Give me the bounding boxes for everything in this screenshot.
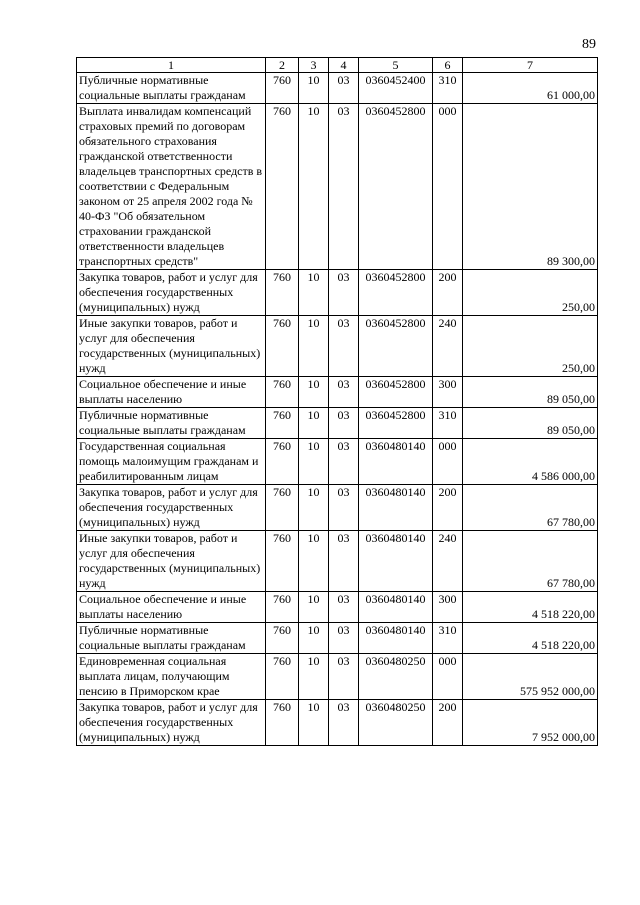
column-header: 3 bbox=[299, 58, 329, 73]
column-header: 6 bbox=[433, 58, 463, 73]
page-number: 89 bbox=[582, 37, 596, 52]
amount: 89 050,00 bbox=[463, 377, 598, 408]
ministry-code: 760 bbox=[266, 654, 299, 700]
column-header: 2 bbox=[266, 58, 299, 73]
column-header: 7 bbox=[463, 58, 598, 73]
ministry-code: 760 bbox=[266, 316, 299, 377]
table-row bbox=[77, 439, 598, 485]
section-code: 10 bbox=[299, 377, 329, 408]
subsection-code: 03 bbox=[329, 270, 359, 316]
subsection-code: 03 bbox=[329, 700, 359, 746]
column-header: 1 bbox=[77, 58, 266, 73]
target-article-code: 0360480140 bbox=[359, 531, 433, 592]
subsection-code: 03 bbox=[329, 485, 359, 531]
target-article-code: 0360480250 bbox=[359, 700, 433, 746]
target-article-code: 0360480250 bbox=[359, 654, 433, 700]
amount: 575 952 000,00 bbox=[463, 654, 598, 700]
amount: 4 518 220,00 bbox=[463, 623, 598, 654]
section-code: 10 bbox=[299, 316, 329, 377]
amount: 67 780,00 bbox=[463, 531, 598, 592]
target-article-code: 0360452800 bbox=[359, 270, 433, 316]
subsection-code: 03 bbox=[329, 104, 359, 270]
ministry-code: 760 bbox=[266, 623, 299, 654]
table-row bbox=[77, 623, 598, 654]
ministry-code: 760 bbox=[266, 439, 299, 485]
item-name: Публичные нормативные социальные выплаты гражданам bbox=[77, 623, 266, 654]
expense-type-code: 000 bbox=[433, 439, 463, 485]
target-article-code: 0360480140 bbox=[359, 439, 433, 485]
target-article-code: 0360480140 bbox=[359, 592, 433, 623]
subsection-code: 03 bbox=[329, 654, 359, 700]
section-code: 10 bbox=[299, 531, 329, 592]
item-name: Единовременная социальная выплата лицам, получающим пенсию в Приморском крае bbox=[77, 654, 266, 700]
target-article-code: 0360452800 bbox=[359, 408, 433, 439]
item-name: Закупка товаров, работ и услуг для обеспечения государственных (муниципальных) нужд bbox=[77, 270, 266, 316]
section-code: 10 bbox=[299, 439, 329, 485]
item-name: Выплата инвалидам компенсаций страховых премий по договорам обязательного страхования гражданской ответственности владельцев транспортных средств в соответствии с Федеральным законом от 25 апреля 2002 года № 40-ФЗ "Об обязательном страховании гражданской ответственности владельцев транспортных средств" bbox=[77, 104, 266, 270]
header-row bbox=[77, 58, 598, 73]
subsection-code: 03 bbox=[329, 408, 359, 439]
expense-type-code: 310 bbox=[433, 408, 463, 439]
expense-type-code: 200 bbox=[433, 270, 463, 316]
expense-type-code: 300 bbox=[433, 377, 463, 408]
amount: 7 952 000,00 bbox=[463, 700, 598, 746]
table-row bbox=[77, 270, 598, 316]
target-article-code: 0360452400 bbox=[359, 73, 433, 104]
item-name: Иные закупки товаров, работ и услуг для обеспечения государственных (муниципальных) нужд bbox=[77, 531, 266, 592]
item-name: Государственная социальная помощь малоимущим гражданам и реабилитированным лицам bbox=[77, 439, 266, 485]
column-header: 4 bbox=[329, 58, 359, 73]
target-article-code: 0360452800 bbox=[359, 104, 433, 270]
expense-type-code: 240 bbox=[433, 531, 463, 592]
ministry-code: 760 bbox=[266, 377, 299, 408]
item-name: Социальное обеспечение и иные выплаты населению bbox=[77, 592, 266, 623]
ministry-code: 760 bbox=[266, 700, 299, 746]
section-code: 10 bbox=[299, 270, 329, 316]
ministry-code: 760 bbox=[266, 408, 299, 439]
subsection-code: 03 bbox=[329, 592, 359, 623]
table-row bbox=[77, 592, 598, 623]
ministry-code: 760 bbox=[266, 485, 299, 531]
table-row bbox=[77, 531, 598, 592]
amount: 250,00 bbox=[463, 316, 598, 377]
item-name: Социальное обеспечение и иные выплаты населению bbox=[77, 377, 266, 408]
expense-type-code: 310 bbox=[433, 623, 463, 654]
amount: 89 300,00 bbox=[463, 104, 598, 270]
section-code: 10 bbox=[299, 623, 329, 654]
target-article-code: 0360452800 bbox=[359, 316, 433, 377]
item-name: Закупка товаров, работ и услуг для обеспечения государственных (муниципальных) нужд bbox=[77, 485, 266, 531]
amount: 89 050,00 bbox=[463, 408, 598, 439]
column-header: 5 bbox=[359, 58, 433, 73]
subsection-code: 03 bbox=[329, 316, 359, 377]
section-code: 10 bbox=[299, 408, 329, 439]
table-row bbox=[77, 104, 598, 270]
section-code: 10 bbox=[299, 73, 329, 104]
table-row bbox=[77, 73, 598, 104]
subsection-code: 03 bbox=[329, 531, 359, 592]
item-name: Публичные нормативные социальные выплаты гражданам bbox=[77, 73, 266, 104]
subsection-code: 03 bbox=[329, 439, 359, 485]
table-row bbox=[77, 654, 598, 700]
expense-type-code: 000 bbox=[433, 104, 463, 270]
subsection-code: 03 bbox=[329, 623, 359, 654]
section-code: 10 bbox=[299, 104, 329, 270]
target-article-code: 0360452800 bbox=[359, 377, 433, 408]
target-article-code: 0360480140 bbox=[359, 485, 433, 531]
table-row bbox=[77, 700, 598, 746]
ministry-code: 760 bbox=[266, 104, 299, 270]
section-code: 10 bbox=[299, 700, 329, 746]
expense-type-code: 240 bbox=[433, 316, 463, 377]
amount: 250,00 bbox=[463, 270, 598, 316]
item-name: Иные закупки товаров, работ и услуг для обеспечения государственных (муниципальных) нужд bbox=[77, 316, 266, 377]
expense-type-code: 000 bbox=[433, 654, 463, 700]
amount: 4 518 220,00 bbox=[463, 592, 598, 623]
table-row bbox=[77, 408, 598, 439]
table-row bbox=[77, 485, 598, 531]
expense-type-code: 310 bbox=[433, 73, 463, 104]
amount: 67 780,00 bbox=[463, 485, 598, 531]
ministry-code: 760 bbox=[266, 270, 299, 316]
subsection-code: 03 bbox=[329, 377, 359, 408]
section-code: 10 bbox=[299, 654, 329, 700]
section-code: 10 bbox=[299, 485, 329, 531]
expense-type-code: 200 bbox=[433, 485, 463, 531]
amount: 61 000,00 bbox=[463, 73, 598, 104]
target-article-code: 0360480140 bbox=[359, 623, 433, 654]
table-row bbox=[77, 316, 598, 377]
item-name: Закупка товаров, работ и услуг для обеспечения государственных (муниципальных) нужд bbox=[77, 700, 266, 746]
ministry-code: 760 bbox=[266, 531, 299, 592]
budget-table bbox=[76, 57, 598, 746]
expense-type-code: 200 bbox=[433, 700, 463, 746]
table-row bbox=[77, 377, 598, 408]
expense-type-code: 300 bbox=[433, 592, 463, 623]
amount: 4 586 000,00 bbox=[463, 439, 598, 485]
ministry-code: 760 bbox=[266, 592, 299, 623]
section-code: 10 bbox=[299, 592, 329, 623]
item-name: Публичные нормативные социальные выплаты гражданам bbox=[77, 408, 266, 439]
ministry-code: 760 bbox=[266, 73, 299, 104]
subsection-code: 03 bbox=[329, 73, 359, 104]
